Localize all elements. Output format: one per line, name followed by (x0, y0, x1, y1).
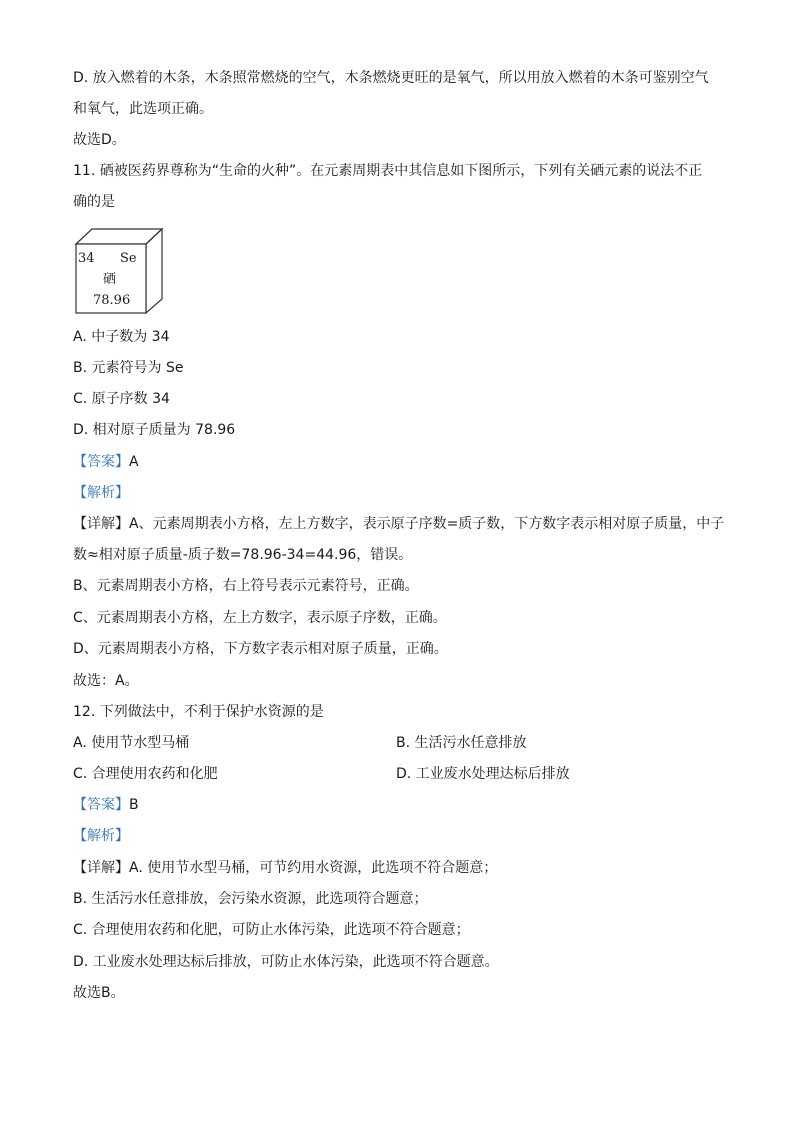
option-d: D. 相对原子质量为 78.96 (73, 422, 236, 438)
answer-row (73, 795, 139, 815)
explanation-line: 和氧气，此选项正确。 (73, 101, 213, 117)
detail-line: B、元素周期表小方格，右上符号表示元素符号，正确。 (73, 578, 419, 594)
atomic-number: 34 (78, 251, 95, 266)
answer-value: A (129, 454, 139, 470)
element-symbol: Se (120, 251, 137, 266)
option-d: D. 工业废水处理达标后排放 (396, 766, 570, 782)
option-a: A. 使用节水型马桶 (73, 735, 190, 751)
detail-line: B. 生活污水任意排放，会污染水资源，此选项符合题意； (73, 891, 428, 907)
option-c: C. 合理使用农药和化肥 (73, 766, 218, 782)
element-cell-figure (73, 226, 165, 314)
detail-line: C. 合理使用农药和化肥，可防止水体污染，此选项不符合题意； (73, 922, 470, 938)
detail-line: D、元素周期表小方格，下方数字表示相对原子质量，正确。 (73, 641, 448, 657)
answer-row (73, 452, 139, 472)
detail-line: 【详解】A. 使用节水型马桶，可节约用水资源，此选项不符合题意； (73, 860, 498, 876)
answer-tag: 【答案】 (73, 797, 129, 813)
option-b: B. 元素符号为 Se (73, 360, 184, 376)
option-b: B. 生活污水任意排放 (396, 735, 527, 751)
conclusion-line: 故选D。 (73, 132, 126, 148)
conclusion-line: 故选：A。 (73, 673, 139, 689)
detail-line: C、元素周期表小方格，左上方数字，表示原子序数，正确。 (73, 610, 447, 626)
detail-line: 【详解】A、元素周期表小方格，左上方数字，表示原子序数=质子数，下方数字表示相对原子质量，中子 (73, 516, 725, 532)
analysis-tag: 【解析】 (73, 828, 129, 844)
analysis-tag: 【解析】 (73, 485, 129, 501)
detail-line: D. 工业废水处理达标后排放，可防止水体污染，此选项不符合题意。 (73, 954, 499, 970)
question-12-stem: 12. 下列做法中，不利于保护水资源的是 (73, 704, 324, 720)
answer-value: B (129, 797, 139, 813)
answer-tag: 【答案】 (73, 454, 129, 470)
conclusion-line: 故选B。 (73, 985, 125, 1001)
atomic-mass: 78.96 (93, 293, 131, 308)
option-c: C. 原子序数 34 (73, 391, 170, 407)
option-a: A. 中子数为 34 (73, 329, 170, 345)
element-name: 硒 (103, 272, 117, 287)
detail-line: 数≈相对原子质量-质子数=78.96-34=44.96，错误。 (73, 547, 413, 563)
question-11-stem: 11. 硒被医药界尊称为“生命的火种”。在元素周期表中其信息如下图所示，下列有关硒元素的说法不正 (73, 163, 703, 179)
analysis-row (73, 826, 129, 846)
question-11-stem-continued: 确的是 (73, 194, 115, 210)
analysis-row (73, 483, 129, 503)
explanation-line: D. 放入燃着的木条，木条照常燃烧的空气，木条燃烧更旺的是氧气，所以用放入燃着的木条可鉴别空气 (73, 70, 709, 86)
